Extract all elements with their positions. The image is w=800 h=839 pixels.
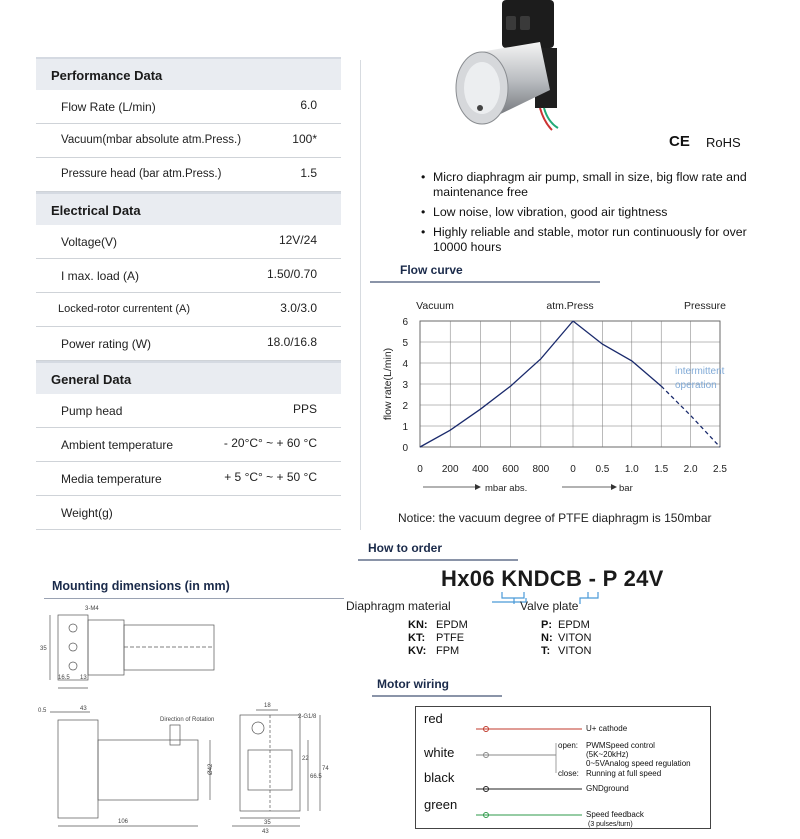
order-code-sep: -: [582, 566, 603, 591]
spec-label: Pump head: [61, 404, 123, 418]
wire-red-label: red: [424, 711, 443, 726]
x-tick-vacuum: 400: [472, 464, 489, 475]
feature-item: • Micro diaphragm air pump, small in size, big flow rate and maintenance free: [421, 170, 771, 200]
spec-value: + 5 °C° ~ + 50 °C: [224, 470, 317, 484]
series-pressure-line: [573, 321, 661, 386]
spec-label: Media temperature: [61, 472, 162, 486]
spec-label: Locked-rotor currentent (A): [58, 303, 191, 315]
dim-22: 22: [302, 756, 309, 762]
valve-code: P:: [541, 619, 552, 631]
dim-43-end: 43: [262, 829, 269, 835]
spec-row-power-rating: [36, 327, 341, 361]
electrical-data-header: Electrical Data: [36, 192, 341, 225]
wire-green-label: green: [424, 797, 458, 812]
spec-label: Flow Rate (L/min): [61, 100, 156, 114]
valve-name: VITON: [558, 645, 592, 657]
material-code: KV:: [408, 645, 427, 657]
dim-74: 74: [322, 766, 329, 772]
x-tick-vacuum: 800: [532, 464, 550, 475]
y-tick-label: 5: [402, 338, 408, 349]
x-tick-pressure: 1.0: [624, 464, 639, 475]
x-tick-pressure: 0.5: [595, 464, 610, 475]
spec-row-locked-rotor: [36, 293, 341, 327]
region-label-atm: atm.Press: [546, 300, 594, 312]
spec-row-ambient-temp: [36, 428, 341, 462]
dim-3-m4: 3-M4: [85, 606, 99, 612]
spec-label: I max. load (A): [61, 269, 140, 283]
spec-value: 12V/24: [278, 233, 317, 247]
region-label-pressure: Pressure: [683, 300, 727, 312]
y-tick-label: 4: [402, 359, 408, 370]
dim-2-g18: 2-G1/8: [298, 714, 317, 720]
valve-plate-list: [541, 619, 591, 658]
spec-label: Ambient temperature: [61, 438, 174, 452]
dim-0-5: 0.5: [38, 708, 47, 714]
spec-label: Vacuum(mbar absolute atm.Press.): [61, 134, 242, 146]
vacuum-unit-arrowhead: [475, 484, 481, 490]
dim-13: 13: [80, 675, 87, 681]
how-to-order-title: [368, 541, 442, 555]
x-tick-pressure: 2.5: [713, 464, 727, 475]
spec-label: Weight(g): [61, 506, 113, 520]
feature-list: [421, 170, 771, 260]
open-note-3: 0~5VAnalog speed regulation: [586, 759, 691, 768]
rohs-mark: RoHS: [706, 135, 741, 150]
annotation-intermittent: intermittent: [675, 366, 725, 377]
y-tick-label: 0: [402, 443, 408, 454]
spec-value: 1.50/0.70: [266, 267, 317, 281]
mounting-drawings: [30, 600, 360, 835]
spec-value: PPS: [292, 402, 317, 416]
spec-value: 6.0: [300, 98, 317, 112]
spec-row-media-temp: [36, 462, 341, 496]
diaphragm-material-list: [408, 619, 468, 658]
spec-row-pressure-head: [36, 158, 341, 192]
spec-row-weight: [36, 496, 341, 530]
spec-value: 3.0/3.0: [280, 301, 317, 315]
end-view-drawing: [232, 710, 320, 826]
valve-option: [541, 619, 591, 632]
dim-35-end: 35: [264, 820, 271, 826]
wiring-diagram: [415, 706, 711, 829]
wire-white-label: white: [424, 745, 455, 760]
spec-value: - 20°C° ~ + 60 °C: [223, 436, 317, 450]
order-code-suffix: P 24V: [602, 566, 664, 591]
open-label: open:: [558, 741, 579, 750]
pump-product-image: [440, 0, 570, 140]
spec-row-pump-head: [36, 394, 341, 428]
close-note: Running at full speed: [586, 769, 662, 778]
spec-label: Pressure head (bar atm.Press.): [61, 168, 222, 180]
material-name: PTFE: [436, 632, 465, 644]
spec-row-vacuum: [36, 124, 341, 158]
dim-66-5: 66.5: [310, 774, 322, 780]
x-tick-pressure: 1.5: [654, 464, 669, 475]
material-code: KN:: [408, 619, 428, 631]
ce-mark-icon: CE: [669, 133, 690, 150]
spec-row-flow-rate: [36, 90, 341, 124]
valve-plate-label: Valve plate: [520, 599, 579, 613]
feature-item: • Low noise, low vibration, good air tightness: [421, 205, 771, 220]
top-view-drawing: [50, 615, 214, 688]
flow-curve-chart: [375, 290, 775, 500]
spec-label: Power rating (W): [61, 337, 152, 351]
section-divider: [360, 60, 361, 530]
side-view-drawing: [50, 712, 210, 826]
material-option: [408, 619, 468, 632]
u-plus-note: U+ cathode: [586, 724, 628, 733]
general-data-header: General Data: [36, 361, 341, 394]
vacuum-unit-label: mbar abs.: [485, 483, 528, 494]
how-to-order-text: How to order: [368, 541, 442, 555]
spec-value: 1.5: [300, 166, 317, 180]
y-tick-label: 1: [402, 422, 408, 433]
open-note-1: PWMSpeed control: [586, 741, 655, 750]
dim-18: 18: [264, 703, 271, 709]
flow-curve-title-text: Flow curve: [400, 263, 463, 277]
spec-value: 100*: [292, 132, 317, 146]
dim-106: 106: [118, 819, 129, 825]
mounting-title: [52, 579, 230, 593]
y-tick-label: 2: [402, 401, 408, 412]
performance-data-header: Performance Data: [36, 57, 341, 90]
valve-option: [541, 645, 591, 658]
speed-feedback-sub: (3 pulses/turn): [588, 821, 633, 828]
gnd-note: GNDground: [586, 784, 629, 793]
x-tick-vacuum: 600: [502, 464, 519, 475]
flow-curve-title: [400, 263, 463, 277]
x-tick-pressure: 0: [570, 464, 576, 475]
motor-wiring-text: Motor wiring: [377, 677, 449, 691]
motor-wiring-title: [377, 677, 449, 691]
mounting-title-text: Mounting dimensions (in mm): [52, 579, 230, 593]
valve-name: VITON: [558, 632, 592, 644]
pressure-unit-arrowhead: [611, 484, 617, 490]
flow-curve-underline: [370, 281, 600, 283]
dim-42: Ø42: [208, 763, 214, 775]
annotation-operation: operation: [675, 380, 717, 391]
material-option: [408, 645, 468, 658]
y-tick-label: 3: [402, 380, 408, 391]
dim-43: 43: [80, 706, 87, 712]
pressure-unit-label: bar: [619, 483, 633, 494]
x-tick-vacuum: 200: [441, 464, 459, 475]
open-note-2: (5K~20kHz): [586, 750, 629, 759]
motor-wiring-underline: [372, 695, 502, 697]
speed-feedback-note: Speed feedback: [586, 810, 644, 819]
material-name: EPDM: [436, 619, 468, 631]
valve-code: T:: [541, 645, 551, 657]
valve-option: [541, 632, 591, 645]
material-option: [408, 632, 468, 645]
material-name: FPM: [436, 645, 460, 657]
dim-16-5: 16.5: [58, 675, 70, 681]
y-tick-label: 6: [402, 317, 408, 328]
region-label-vacuum: Vacuum: [416, 300, 454, 312]
ptfe-note: Notice: the vacuum degree of PTFE diaphragm is 150mbar: [398, 511, 712, 525]
mounting-underline: [44, 598, 344, 600]
y-axis-label: flow rate(L/min): [382, 347, 394, 421]
material-code: KT:: [408, 632, 426, 644]
rotation-label: Direction of Rotation: [160, 717, 215, 723]
feature-item: • Highly reliable and stable, motor run continuously for over 10000 hours: [421, 225, 771, 255]
spec-value: 18.0/16.8: [266, 335, 317, 349]
spec-table: [36, 57, 341, 530]
wire-black-label: black: [424, 770, 455, 785]
dim-35: 35: [40, 646, 47, 652]
x-tick-pressure: 2.0: [683, 464, 698, 475]
valve-code: N:: [541, 632, 553, 644]
valve-name: EPDM: [558, 619, 590, 631]
spec-label: Voltage(V): [61, 235, 118, 249]
close-label: close:: [558, 769, 579, 778]
order-code-main: Hx06 KNDCB: [441, 566, 583, 591]
how-to-order-underline: [358, 559, 518, 561]
x-tick-vacuum: 0: [417, 464, 423, 475]
spec-row-voltage: [36, 225, 341, 259]
spec-row-max-load: [36, 259, 341, 293]
diaphragm-material-label: Diaphragm material: [346, 599, 451, 613]
